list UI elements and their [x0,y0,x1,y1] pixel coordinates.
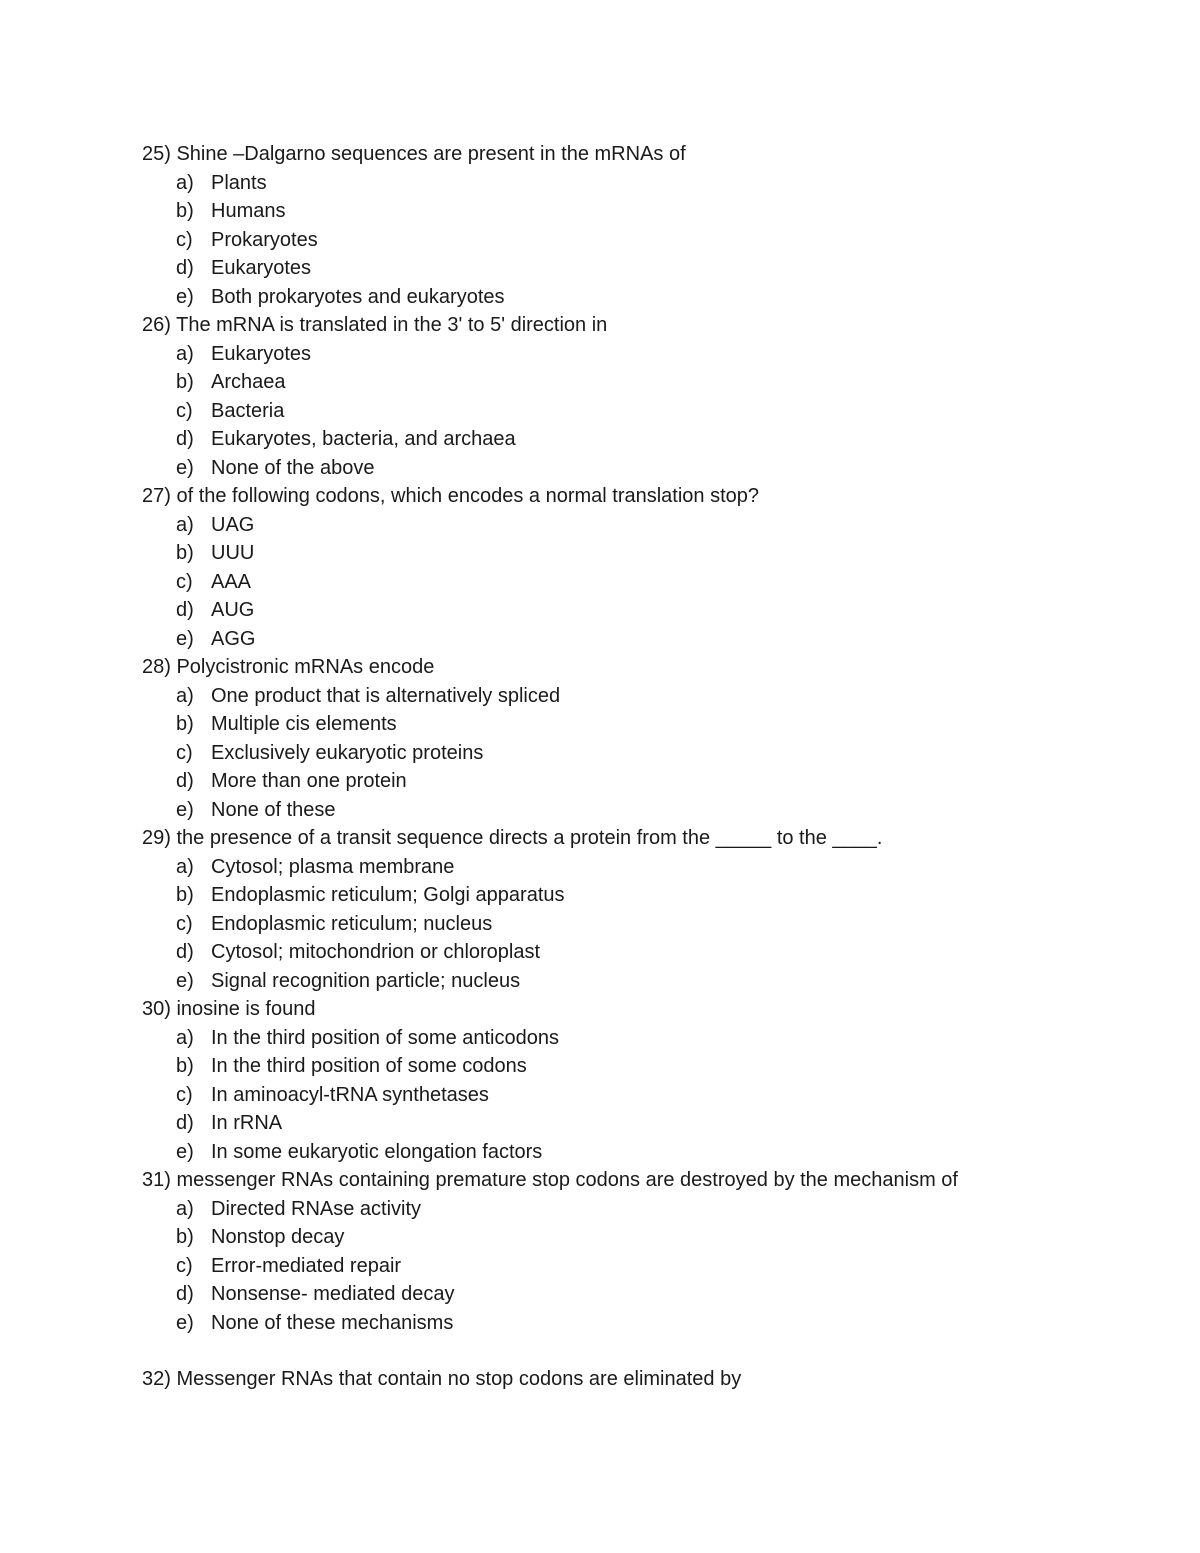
option-d [142,1280,1142,1309]
option-d [142,938,1142,967]
option-letter: d) [176,770,194,792]
question-list [142,140,1142,1394]
question-26 [142,311,1142,482]
option-letter: e) [176,969,194,992]
option-text: Eukaryotes, bacteria, and archaea [211,428,516,450]
option-a [142,853,1142,882]
option-list [142,1024,1142,1167]
option-e [142,454,1142,483]
option-text: One product that is alternatively spliced [211,684,561,707]
question-text: 29) the presence of a transit sequence directs a protein from the _____ to the ____. [142,827,883,849]
option-letter: c) [176,1254,193,1277]
option-c [142,1081,1142,1110]
option-text: Prokaryotes [211,228,318,251]
option-c [142,568,1142,597]
option-text: Archaea [211,371,286,393]
option-text: In the third position of some anticodons [211,1026,559,1049]
question-text: 32) Messenger RNAs that contain no stop codons are eliminated by [142,1368,742,1390]
option-letter: b) [176,371,194,393]
question-text: 26) The mRNA is translated in the 3' to 5' direction in [142,314,608,336]
option-text: Exclusively eukaryotic proteins [211,741,484,764]
question-30 [142,995,1142,1166]
option-letter: a) [176,342,194,365]
option-text: More than one protein [211,770,407,792]
option-c [142,910,1142,939]
option-letter: b) [176,713,194,735]
option-b [142,1223,1142,1252]
option-a [142,682,1142,711]
paragraph-gap [142,1337,1142,1365]
option-text: AUG [211,599,255,621]
option-text: UAG [211,513,255,536]
option-e [142,1138,1142,1167]
option-b [142,881,1142,910]
option-c [142,1252,1142,1281]
option-letter: b) [176,200,194,222]
option-letter: e) [176,1140,194,1163]
option-letter: b) [176,1226,194,1248]
option-text: Error-mediated repair [211,1254,402,1277]
option-text: Both prokaryotes and eukaryotes [211,285,505,308]
option-letter: c) [176,1083,193,1106]
option-text: Signal recognition particle; nucleus [211,969,521,992]
option-a [142,1195,1142,1224]
option-text: In the third position of some codons [211,1055,527,1077]
option-letter: c) [176,399,193,422]
option-text: AGG [211,627,256,650]
option-list [142,511,1142,654]
option-d [142,254,1142,283]
option-letter: b) [176,1055,194,1077]
option-a [142,169,1142,198]
option-text: In some eukaryotic elongation factors [211,1140,543,1163]
option-letter: e) [176,456,194,479]
option-letter: d) [176,599,194,621]
option-letter: e) [176,798,194,821]
option-letter: c) [176,912,193,935]
option-d [142,425,1142,454]
option-letter: c) [176,570,193,593]
option-letter: a) [176,171,194,194]
option-list [142,1195,1142,1338]
option-letter: e) [176,1311,194,1334]
option-text: None of the above [211,456,375,479]
option-text: In aminoacyl-tRNA synthetases [211,1083,489,1106]
option-text: Nonstop decay [211,1226,345,1248]
option-text: Eukaryotes [211,257,312,279]
option-text: Bacteria [211,399,285,422]
option-text: Humans [211,200,286,222]
option-letter: b) [176,542,194,564]
option-b [142,368,1142,397]
option-text: Eukaryotes [211,342,312,365]
option-letter: e) [176,285,194,308]
option-list [142,169,1142,312]
option-text: Multiple cis elements [211,713,397,735]
option-c [142,739,1142,768]
option-letter: d) [176,1112,194,1134]
option-letter: c) [176,741,193,764]
option-text: In rRNA [211,1112,283,1134]
option-letter: d) [176,257,194,279]
question-28 [142,653,1142,824]
option-letter: d) [176,428,194,450]
option-b [142,710,1142,739]
question-text: 27) of the following codons, which encodes a normal translation stop? [142,485,760,507]
option-text: None of these mechanisms [211,1311,454,1334]
option-d [142,767,1142,796]
option-text: UUU [211,542,255,564]
option-a [142,1024,1142,1053]
question-31 [142,1166,1142,1337]
option-letter: a) [176,1197,194,1220]
option-d [142,596,1142,625]
option-list [142,853,1142,996]
option-letter: e) [176,627,194,650]
option-list [142,682,1142,825]
option-b [142,197,1142,226]
option-c [142,397,1142,426]
option-letter: d) [176,1283,194,1305]
option-text: Plants [211,171,267,194]
question-29 [142,824,1142,995]
option-letter: a) [176,513,194,536]
option-e [142,967,1142,996]
option-text: Endoplasmic reticulum; nucleus [211,912,493,935]
option-letter: c) [176,228,193,251]
option-text: Nonsense- mediated decay [211,1283,455,1305]
question-text: 25) Shine –Dalgarno sequences are present in the mRNAs of [142,143,686,165]
option-list [142,340,1142,483]
option-letter: a) [176,855,194,878]
question-text: 31) messenger RNAs containing premature stop codons are destroyed by the mechanism of [142,1169,958,1191]
option-e [142,625,1142,654]
question-text: 28) Polycistronic mRNAs encode [142,656,435,678]
option-text: Endoplasmic reticulum; Golgi apparatus [211,884,565,906]
question-text: 30) inosine is found [142,998,316,1020]
option-text: Cytosol; plasma membrane [211,855,455,878]
option-text: Cytosol; mitochondrion or chloroplast [211,941,541,963]
option-text: None of these [211,798,336,821]
option-letter: a) [176,1026,194,1049]
option-text: AAA [211,570,252,593]
option-a [142,340,1142,369]
option-e [142,1309,1142,1338]
option-letter: a) [176,684,194,707]
option-d [142,1109,1142,1138]
option-text: Directed RNAse activity [211,1197,422,1220]
option-b [142,539,1142,568]
option-letter: d) [176,941,194,963]
option-e [142,283,1142,312]
question-32 [142,1365,1142,1394]
option-e [142,796,1142,825]
option-c [142,226,1142,255]
option-a [142,511,1142,540]
option-b [142,1052,1142,1081]
question-27 [142,482,1142,653]
question-25 [142,140,1142,311]
option-letter: b) [176,884,194,906]
